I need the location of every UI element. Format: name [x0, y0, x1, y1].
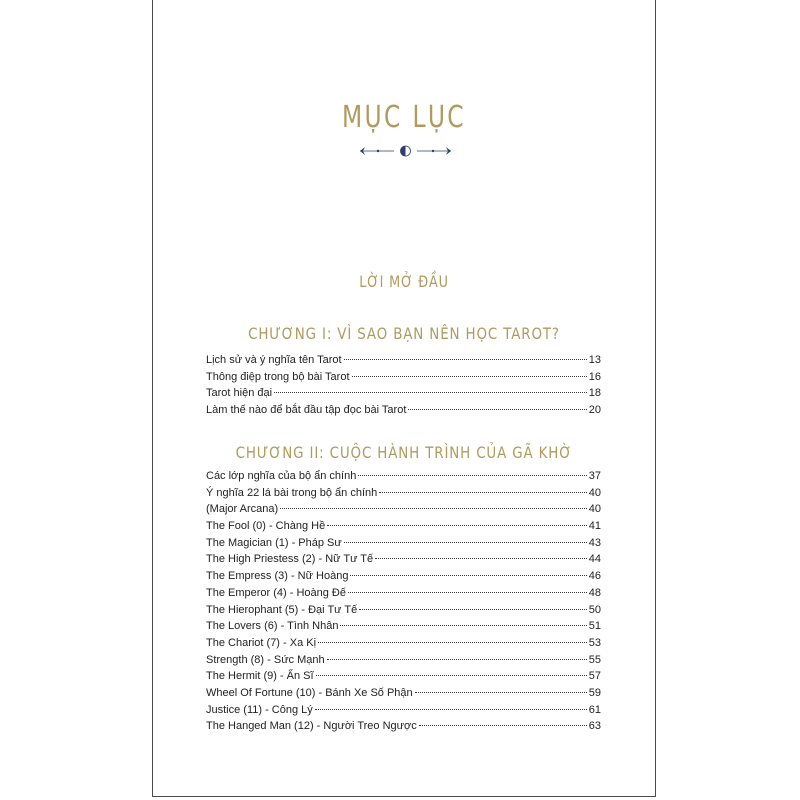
dot-leader: [344, 534, 587, 543]
chapter-2-heading: CHƯƠNG II: CUỘC HÀNH TRÌNH CỦA GÃ KHỜ: [235, 443, 573, 462]
toc-entry-page: 20: [588, 404, 601, 417]
toc-entry-page: 16: [588, 370, 601, 383]
dot-leader: [419, 717, 587, 726]
toc-entry-label: The Magician (1) - Pháp Sư: [206, 536, 342, 549]
dot-leader: [379, 484, 587, 493]
dot-leader: [415, 684, 587, 693]
dot-leader: [359, 601, 587, 610]
dot-leader: [358, 467, 586, 476]
toc-entry-label: Strength (8) - Sức Mạnh: [206, 653, 325, 666]
toc-entry-page: 53: [588, 636, 601, 649]
toc-entry-page: 59: [588, 686, 601, 699]
chapter-2-toc: [206, 470, 601, 737]
moon-divider-icon: [358, 143, 453, 159]
toc-entry-label: (Major Arcana): [206, 503, 279, 516]
toc-entry-label: The Hermit (9) - Ẩn Sĩ: [206, 670, 314, 683]
toc-entry-label: Justice (11) - Công Lý: [206, 703, 313, 716]
toc-entry-label: The Emperor (4) - Hoàng Đế: [206, 586, 346, 599]
toc-entry-label: Wheel Of Fortune (10) - Bánh Xe Số Phận: [206, 686, 413, 699]
toc-entry-page: 48: [588, 586, 601, 599]
dot-leader: [348, 584, 587, 593]
toc-entry-page: 46: [588, 570, 601, 583]
dot-leader: [280, 500, 587, 509]
toc-entry-label: The High Priestess (2) - Nữ Tư Tế: [206, 553, 374, 566]
toc-entry-label: Làm thế nào để bắt đầu tập đọc bài Tarot: [206, 404, 407, 417]
toc-entry-page: 41: [588, 520, 601, 533]
toc-entry: [206, 720, 601, 737]
book-page: [152, 0, 656, 797]
dot-leader: [340, 617, 586, 626]
dot-leader: [375, 550, 587, 559]
toc-entry-page: 51: [588, 620, 601, 633]
toc-entry: [206, 404, 601, 421]
toc-entry-label: The Lovers (6) - Tình Nhân: [206, 620, 339, 633]
dot-leader: [274, 384, 587, 393]
chapter-1-heading: CHƯƠNG I: VÌ SAO BẠN NÊN HỌC TAROT?: [248, 324, 560, 343]
toc-entry-page: 50: [588, 603, 601, 616]
dot-leader: [318, 634, 587, 643]
page-title: MỤC LỤC: [342, 100, 466, 135]
toc-entry-page: 18: [588, 387, 601, 400]
dot-leader: [315, 701, 587, 710]
toc-entry-label: Ý nghĩa 22 lá bài trong bộ ẩn chính: [206, 486, 378, 499]
toc-entry-page: 40: [588, 486, 601, 499]
toc-entry-label: The Chariot (7) - Xa Kị: [206, 636, 317, 649]
toc-entry-label: The Empress (3) - Nữ Hoàng: [206, 570, 349, 583]
dot-leader: [327, 651, 587, 660]
toc-entry-page: 13: [588, 354, 601, 366]
intro-heading: LỜI MỞ ĐẦU: [359, 272, 449, 291]
toc-entry-page: 37: [588, 470, 601, 482]
toc-entry-label: The Fool (0) - Chàng Hề: [206, 520, 326, 533]
toc-entry-page: 43: [588, 536, 601, 549]
dot-leader: [316, 667, 587, 676]
toc-entry-label: The Hanged Man (12) - Người Treo Ngược: [206, 720, 417, 733]
toc-entry-label: The Hierophant (5) - Đại Tư Tế: [206, 603, 358, 616]
dot-leader: [352, 368, 587, 377]
toc-entry-label: Lịch sử và ý nghĩa tên Tarot: [206, 354, 342, 366]
toc-entry-page: 61: [588, 703, 601, 716]
toc-entry-page: 40: [588, 503, 601, 516]
toc-entry-page: 55: [588, 653, 601, 666]
dot-leader: [344, 351, 587, 360]
dot-leader: [408, 401, 586, 410]
toc-entry-label: Các lớp nghĩa của bộ ẩn chính: [206, 470, 357, 482]
chapter-1-toc: [206, 354, 601, 421]
dot-leader: [327, 517, 587, 526]
dot-leader: [350, 567, 586, 576]
toc-entry-page: 63: [588, 720, 601, 733]
toc-entry-label: Thông điệp trong bộ bài Tarot: [206, 370, 350, 383]
toc-entry-label: Tarot hiện đại: [206, 387, 273, 400]
toc-entry-page: 57: [588, 670, 601, 683]
toc-entry-page: 44: [588, 553, 601, 566]
